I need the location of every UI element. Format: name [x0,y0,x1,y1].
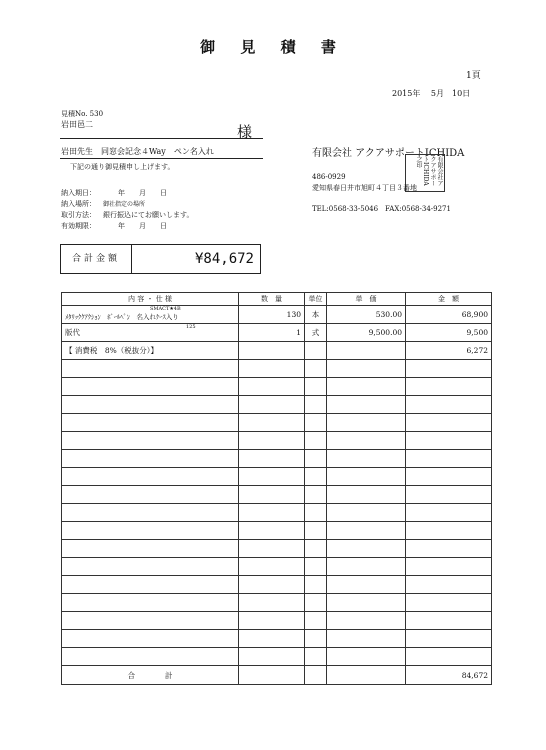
row-description: 【 消費税 8%（税抜分）】 [62,342,239,360]
customer-underline [60,138,263,139]
grand-total-value: ¥84,672 [194,251,254,267]
table-row-empty [62,450,492,468]
table-row-empty [62,540,492,558]
row-note-below: 125 [186,324,196,330]
row-unit [305,342,327,360]
grand-total-box [60,244,261,274]
header-description: 内 容 ・ 仕 様 [62,293,239,306]
grand-total-label: 合計金額 [61,245,132,273]
header-amount: 金 額 [406,293,492,306]
issue-date: 2015年 5月 10日 [392,89,471,98]
table-row-empty [62,396,492,414]
transaction-value: 銀行振込にてお願いします。 [103,211,194,219]
delivery-date-value: 年 月 日 [118,189,167,197]
supplier-name: 有限会社 アクアサポートICHIDA [312,148,465,159]
subject: 岩田先生 同窓会記念４Way ペン名入れ [61,147,214,156]
supplier-tel-fax: TEL:0568-33-5046 FAX:0568-34-9271 [312,205,451,213]
table-row-empty [62,360,492,378]
row-amount: 68,900 [406,306,492,324]
table-row-empty [62,468,492,486]
row-quantity: 130 [239,306,305,324]
table-row [62,324,492,342]
row-quantity [239,342,305,360]
validity-label: 有効期限： [61,222,96,230]
table-row-empty [62,522,492,540]
table-total-row [62,666,492,685]
blank-rows [62,360,492,666]
table-row [62,306,492,324]
delivery-place-label: 納入場所： [61,200,96,208]
estimate-number: 見積No. 530 [61,110,104,118]
table-total-label: 合 計 [62,666,239,685]
page-number: 1頁 [466,71,481,81]
validity-value: 年 月 日 [118,222,167,230]
header-unit: 単位 [305,293,327,306]
row-amount: 9,500 [406,324,492,342]
row-unit-price: 530.00 [327,306,406,324]
table-row-empty [62,558,492,576]
supplier-address: 愛知県春日井市旭町４丁目３番地 [312,184,417,192]
table-row-empty [62,576,492,594]
items-table [61,292,492,685]
table-row-empty [62,648,492,666]
delivery-place-value: 御社指定の場所 [103,201,146,208]
row-amount: 6,272 [406,342,492,360]
table-row-empty [62,378,492,396]
table-row-empty [62,432,492,450]
table-row-empty [62,486,492,504]
supplier-postal: 486-0929 [312,173,346,181]
honorific: 様 [237,123,253,141]
table-header-row [62,293,492,306]
header-unit-price: 単 価 [327,293,406,306]
table-row-empty [62,414,492,432]
table-total-value: 84,672 [406,666,492,685]
header-quantity: 数 量 [239,293,305,306]
table-row-empty [62,630,492,648]
row-quantity: 1 [239,324,305,342]
customer-name: 岩田邑二 [61,120,93,129]
table-row [62,342,492,360]
row-unit-price [327,342,406,360]
row-unit: 式 [305,324,327,342]
table-row-empty [62,612,492,630]
delivery-date-label: 納入期日： [61,189,96,197]
transaction-label: 取引方法： [61,211,96,219]
row-note-above: SMACT★4B [150,306,181,312]
estimate-note: 下記の通り御見積申し上げます。 [70,163,175,171]
table-row-empty [62,504,492,522]
table-row-empty [62,594,492,612]
row-description: SMACT★4B ﾒﾀﾘｯｸｸｱｸｼｮﾝ ﾎﾞｰﾙﾍﾟﾝ 名入れｹｰｽ入り [62,306,239,324]
company-seal: 有限会社アクアサポートICHIDA之印 [405,154,445,192]
row-unit-price: 9,500.00 [327,324,406,342]
subject-underline [60,158,263,159]
row-unit: 本 [305,306,327,324]
row-description: 125 版代 [62,324,239,342]
document-title: 御 見 積 書 [200,38,346,56]
